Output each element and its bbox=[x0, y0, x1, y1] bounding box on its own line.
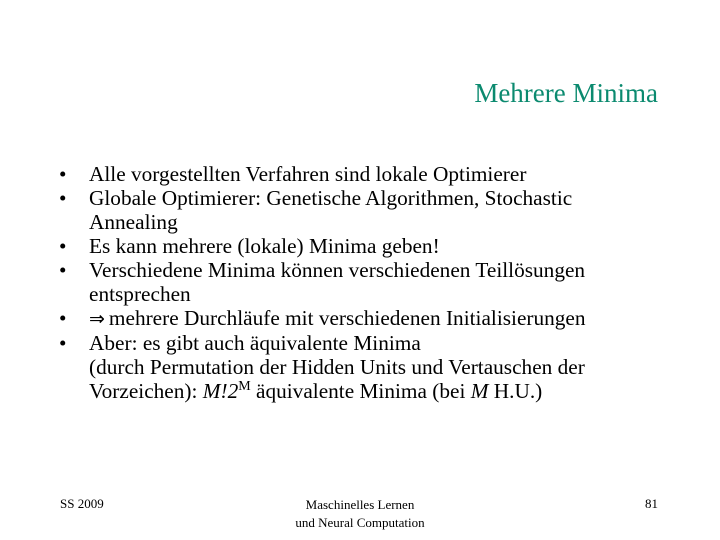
footer-course-title bbox=[260, 496, 460, 532]
formula-variable: M bbox=[202, 379, 221, 403]
bullet-text: Verschiedene Minima können verschiedenen Teillösungen bbox=[89, 258, 586, 282]
footer-semester: SS 2009 bbox=[60, 496, 104, 511]
slide-title: Mehrere Minima bbox=[474, 78, 658, 108]
bullet-text bbox=[89, 379, 669, 403]
bullet-text bbox=[89, 306, 669, 331]
bullet-text: Es kann mehrere (lokale) Minima geben! bbox=[89, 234, 440, 258]
bullet-dot-icon: • bbox=[59, 162, 67, 186]
bullet-text: Alle vorgestellten Verfahren sind lokale Optimierer bbox=[89, 162, 527, 186]
text-segment: H.U.) bbox=[488, 379, 543, 403]
bullet-text: (durch Permutation der Hidden Units und Vertauschen der bbox=[89, 355, 585, 379]
bullet-text-segment: mehrere Durchläufe mit verschiedenen Initialisierungen bbox=[108, 306, 586, 330]
bullet-text: Aber: es gibt auch äquivalente Minima bbox=[89, 331, 421, 355]
bullet-dot-icon: • bbox=[59, 306, 67, 330]
formula-factorial: !2 bbox=[220, 379, 239, 403]
bullet-item bbox=[59, 258, 669, 306]
implies-arrow-icon: ⇒ bbox=[89, 308, 105, 330]
bullet-dot-icon: • bbox=[59, 331, 67, 355]
bullet-item bbox=[59, 162, 669, 186]
bullet-item bbox=[59, 234, 669, 258]
footer-course-line: und Neural Computation bbox=[295, 515, 425, 530]
formula-variable: M bbox=[470, 379, 489, 403]
bullet-item bbox=[59, 186, 669, 234]
text-segment: Vorzeichen): bbox=[89, 379, 203, 403]
bullet-item bbox=[59, 306, 669, 331]
bullet-text: Annealing bbox=[89, 210, 178, 234]
footer-course-line: Maschinelles Lernen bbox=[305, 497, 415, 512]
bullet-list bbox=[59, 162, 669, 403]
formula-exponent: M bbox=[238, 379, 251, 394]
bullet-item bbox=[59, 331, 669, 403]
bullet-dot-icon: • bbox=[59, 186, 67, 210]
page-number: 81 bbox=[645, 496, 658, 511]
bullet-dot-icon: • bbox=[59, 234, 67, 258]
bullet-text: Globale Optimierer: Genetische Algorithmen, Stochastic bbox=[89, 186, 573, 210]
bullet-dot-icon: • bbox=[59, 258, 67, 282]
bullet-text: entsprechen bbox=[89, 282, 191, 306]
text-segment: äquivalente Minima (bei bbox=[250, 379, 471, 403]
